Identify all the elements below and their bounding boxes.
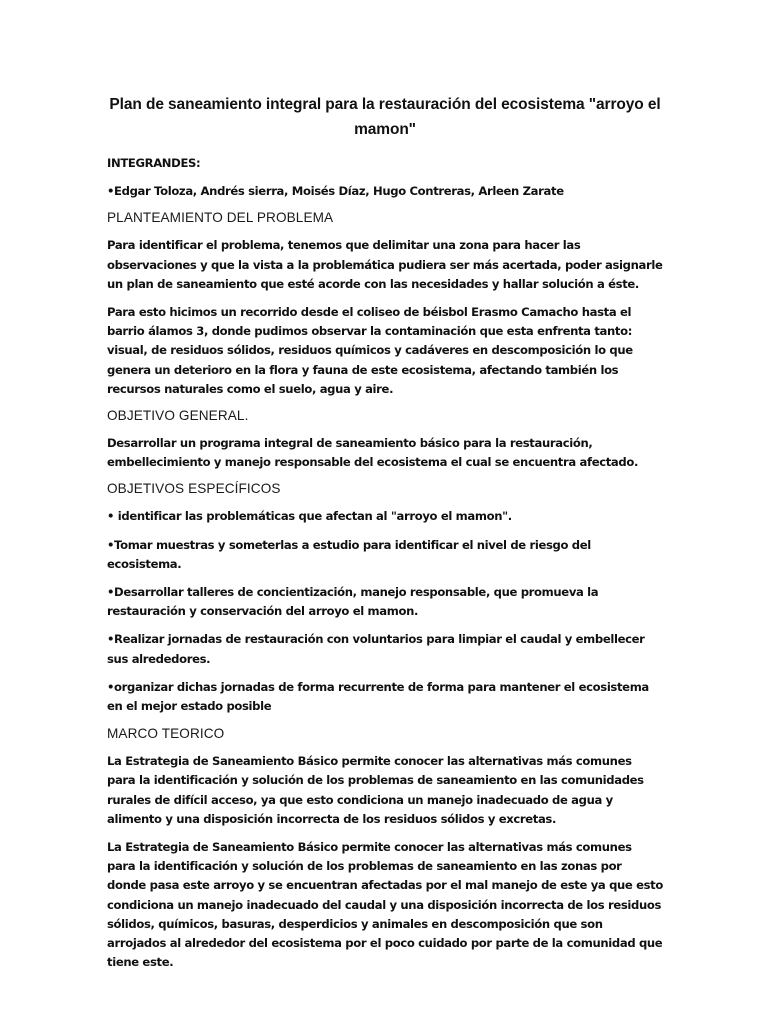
document-title: Plan de saneamiento integral para la restauración del ecosistema "arroyo el mamon" — [109, 96, 661, 138]
document-page — [107, 92, 663, 973]
list-item: •Tomar muestras y someterlas a estudio para identificar el nivel de riesgo del ecosistema. — [107, 537, 591, 571]
heading-marco-teorico: MARCO TEORICO — [107, 726, 225, 742]
integrantes-list: •Edgar Toloza, Andrés sierra, Moisés Díaz, Hugo Contreras, Arleen Zarate — [107, 184, 564, 199]
heading-planteamiento: PLANTEAMIENTO DEL PROBLEMA — [107, 210, 334, 226]
marco-teorico-paragraph-2: La Estrategia de Saneamiento Básico permite conocer las alternativas más comunes para la identificación y solución de los problemas de saneamiento en las zonas por donde pasa este arroyo y se encuentran afectadas por el mal manejo de este ya que esto condiciona un manejo inadecuado del caudal y una disposición incorrecta de los residuos sólidos, químicos, basuras, desperdicios y animales en descomposición que son arrojados al alrededor del ecosistema por el poco cuidado por parte de la comunidad que tiene este. — [107, 840, 663, 970]
heading-objetivos-especificos: OBJETIVOS ESPECÍFICOS — [107, 481, 281, 497]
list-item: •organizar dichas jornadas de forma recurrente de forma para mantener el ecosistema en el mejor estado posible — [107, 679, 649, 714]
marco-teorico-paragraph-1: La Estrategia de Saneamiento Básico permite conocer las alternativas más comunes para la identificación y solución de los problemas de saneamiento en las comunidades rurales de difícil acceso, ya que esto condiciona un manejo inadecuado de agua y alimento y una disposición incorrecta de los residuos sólidos y excretas. — [107, 754, 644, 826]
objetivos-especificos-list — [107, 507, 663, 716]
heading-objetivo-general: OBJETIVO GENERAL. — [107, 408, 249, 424]
list-item: • identificar las problemáticas que afectan al "arroyo el mamon". — [107, 509, 512, 524]
list-item: •Realizar jornadas de restauración con voluntarios para limpiar el caudal y embellecer sus alrededores. — [107, 632, 645, 666]
planteamiento-paragraph-2: Para esto hicimos un recorrido desde el coliseo de béisbol Erasmo Camacho hasta el barrio álamos 3, donde pudimos observar la contaminación que esta enfrenta tanto: visual, de residuos sólidos, residuos químicos y cadáveres en descomposición lo que genera un deterioro en la flora y fauna de este ecosistema, afectando también los recursos naturales como el suelo, agua y aire. — [107, 305, 633, 396]
list-item: •Desarrollar talleres de concientización, manejo responsable, que promueva la restauración y conservación del arroyo el mamon. — [107, 585, 599, 619]
planteamiento-paragraph-1: Para identificar el problema, tenemos que delimitar una zona para hacer las observaciones y que la vista a la problemática pudiera ser más acertada, poder asignarle un plan de saneamiento que esté acorde con las necesidades y hallar solución a éste. — [107, 238, 663, 291]
objetivo-general-paragraph: Desarrollar un programa integral de saneamiento básico para la restauración, embellecimiento y manejo responsable del ecosistema el cual se encuentra afectado. — [107, 436, 639, 470]
integrantes-label: INTEGRANDES: — [107, 156, 201, 170]
